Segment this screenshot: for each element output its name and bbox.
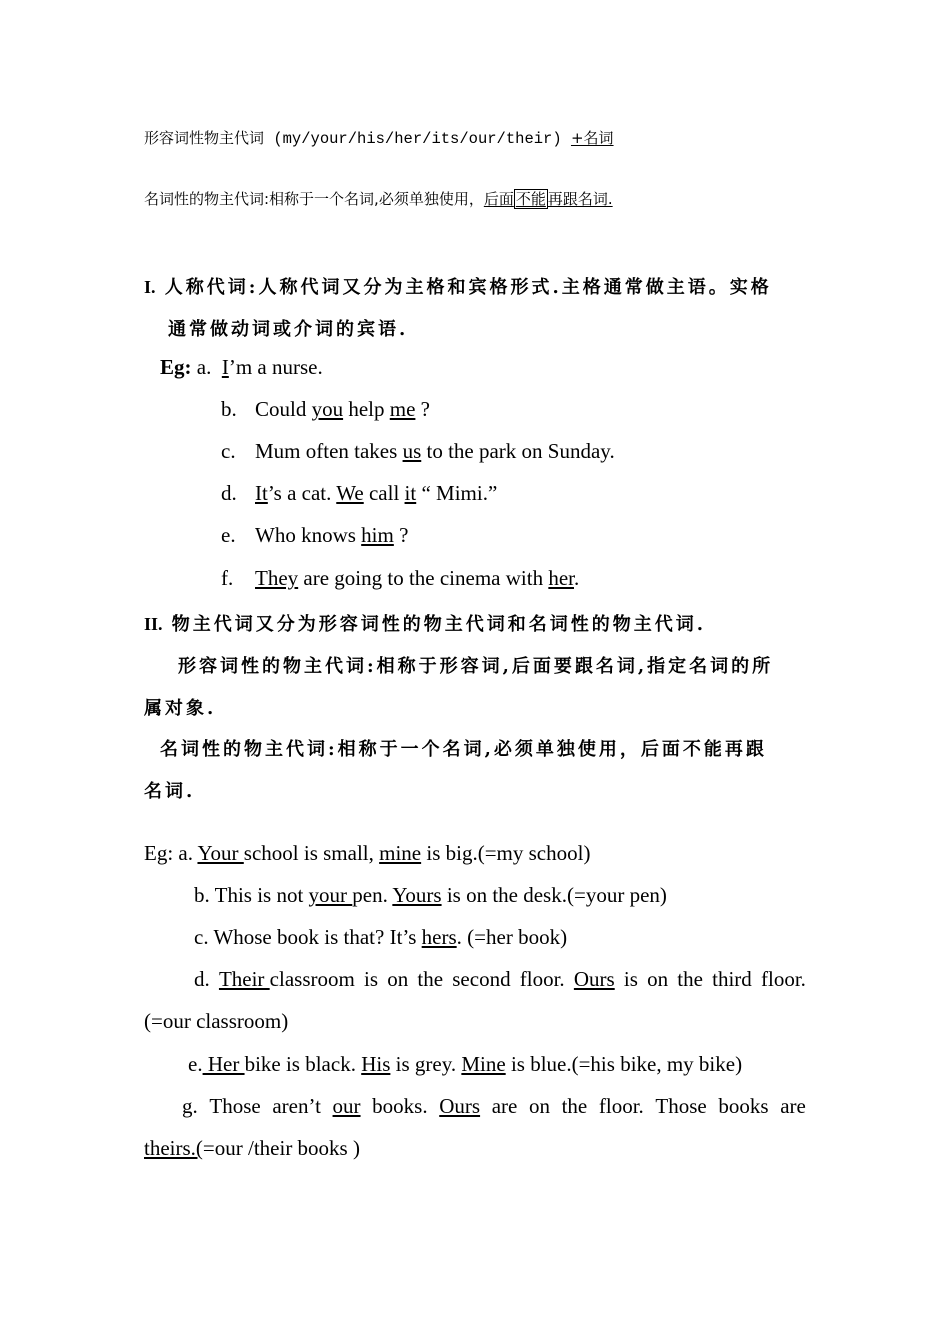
section-2-line-3: 属对象. [144,698,217,719]
example-2g-line-2: theirs.(=our /their books ) [144,1136,360,1160]
example-1f: f. They are going to the cinema with her. [221,566,580,590]
highlight-box: 不能 [515,190,546,208]
example-2b: b. This is not your pen. Yours is on the desk.(=your pen) [194,883,667,907]
example-2d-line-2: (=our classroom) [144,1009,289,1033]
example-2e: e. Her bike is black. His is grey. Mine is blue.(=his bike, my bike) [188,1052,743,1076]
intro-line-2: 名词性的物主代词:相称于一个名词,必须单独使用，后面 不能 再跟名词. [144,190,613,208]
section-1-heading-line-2: 通常做动词或介词的宾语. [168,319,409,340]
example-2g: g. Those aren’t our books. Ours are on the floor. Those books are [182,1094,806,1118]
section-2-line-4: 名词性的物主代词:相称于一个名词,必须单独使用，后面不能再跟 [160,739,767,760]
example-1b: b. Could you help me ? [221,397,430,421]
section-2-line-2: 形容词性的物主代词:相称于形容词,后面要跟名词,指定名词的所 [178,656,774,677]
example-2d: d. Their classroom is on the second floor. Ours is on the third floor. [194,967,806,991]
section-2-line-5: 名词. [144,781,196,802]
example-2a: Eg: a. Your school is small, mine is big.(=my school) [144,841,591,865]
section-2-heading: II. 物主代词又分为形容词性的物主代词和名词性的物主代词. [144,614,707,635]
example-1d: d. It’s a cat. We call it “ Mimi.” [221,481,498,505]
example-1e: e. Who knows him ? [221,523,409,547]
example-1a: Eg: a. I’m a nurse. [160,355,323,379]
example-1c: c. Mum often takes us to the park on Sunday. [221,439,615,463]
intro-line-1: 形容词性物主代词 (my/your/his/her/its/our/their) +名词 [144,129,614,148]
section-1-heading: I. 人称代词:人称代词又分为主格和宾格形式.主格通常做主语。实格 [144,277,772,298]
example-2c: c. Whose book is that? It’s hers. (=her book) [194,925,568,949]
